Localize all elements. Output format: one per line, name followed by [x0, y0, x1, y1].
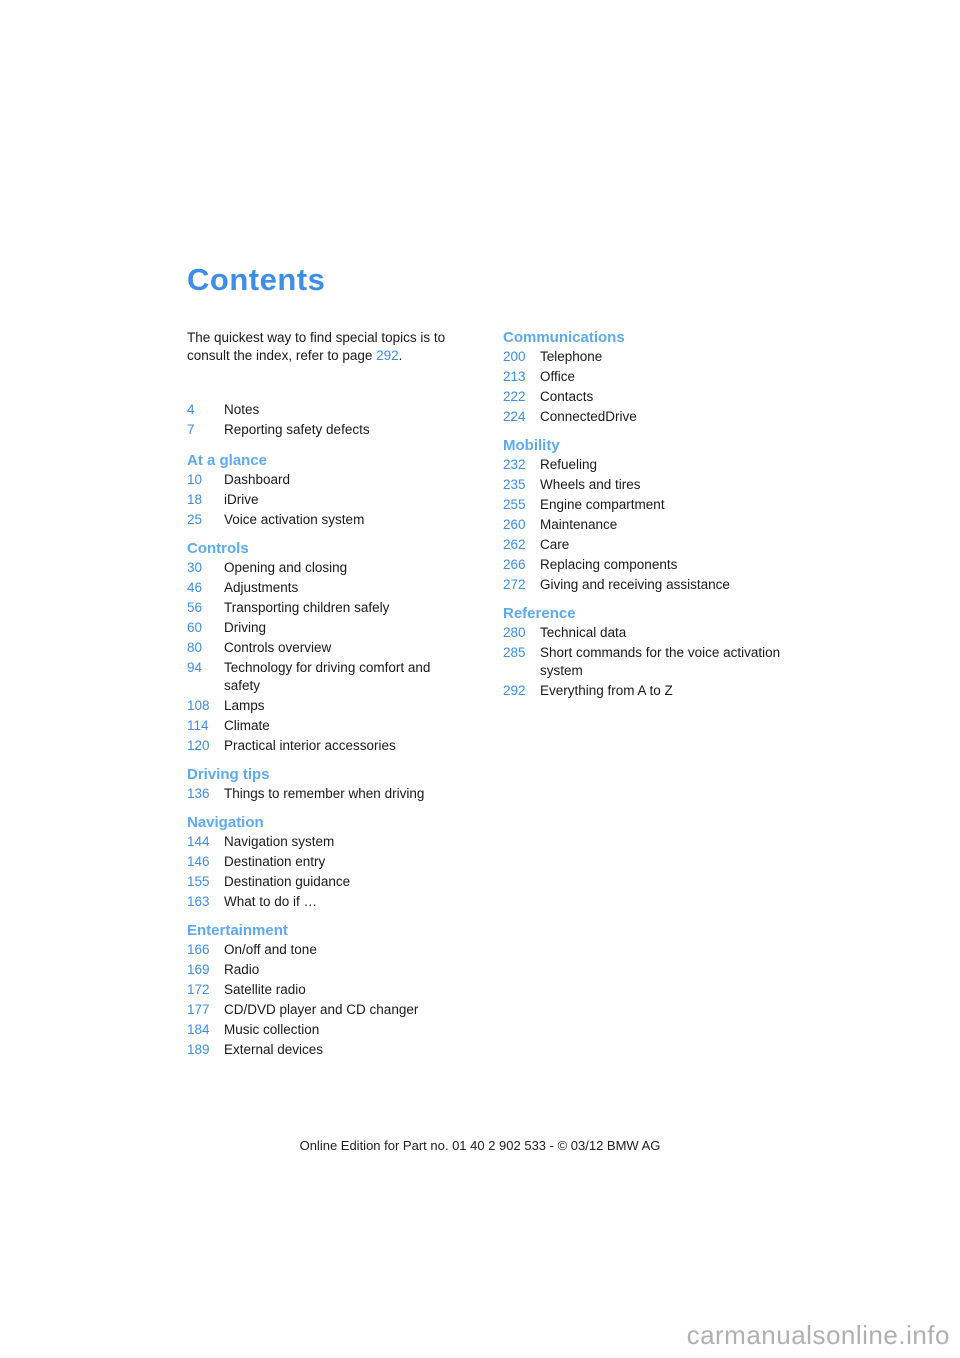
toc-entry[interactable]: [187, 639, 487, 657]
entry-label: Contacts: [540, 389, 594, 404]
entry-label: Notes: [224, 402, 260, 417]
page-number-link[interactable]: 46: [187, 580, 203, 595]
toc-entry[interactable]: [187, 873, 487, 891]
toc-section: [187, 401, 487, 439]
page-number-link[interactable]: 172: [187, 982, 210, 997]
toc-entry[interactable]: [187, 893, 487, 911]
entry-label: Opening and closing: [224, 560, 348, 575]
page-number-link[interactable]: 166: [187, 942, 210, 957]
section-heading[interactable]: At a glance: [187, 452, 268, 469]
entry-label: Things to remember when driving: [224, 786, 425, 801]
entry-label: What to do if …: [224, 894, 318, 909]
toc-section: [503, 436, 803, 594]
page-number-link[interactable]: 235: [503, 477, 526, 492]
page-number-link[interactable]: 213: [503, 369, 526, 384]
page-number-link[interactable]: 60: [187, 620, 203, 635]
toc-entry[interactable]: [187, 1041, 487, 1059]
toc-entry[interactable]: [503, 682, 803, 700]
toc-entry[interactable]: [187, 981, 487, 999]
entry-label: Navigation system: [224, 834, 335, 849]
section-heading[interactable]: Communications: [503, 329, 625, 346]
page-number-link[interactable]: 136: [187, 786, 210, 801]
page-number-link[interactable]: 255: [503, 497, 526, 512]
entry-label: Voice activation system: [224, 512, 365, 527]
entry-label: Technical data: [540, 625, 627, 640]
toc-entry[interactable]: [187, 659, 487, 695]
toc-section: [187, 539, 487, 755]
entry-label: Music collection: [224, 1022, 320, 1037]
page-number-link[interactable]: 10: [187, 472, 203, 487]
entry-label: Office: [540, 369, 576, 384]
page-number-link[interactable]: 272: [503, 577, 526, 592]
toc-entry[interactable]: [187, 559, 487, 577]
toc-entry[interactable]: [187, 471, 487, 489]
entry-label: Driving: [224, 620, 267, 635]
section-heading[interactable]: Navigation: [187, 814, 264, 831]
page-number-link[interactable]: 120: [187, 738, 210, 753]
entry-label: Reporting safety defects: [224, 422, 370, 437]
entry-label: Lamps: [224, 698, 265, 713]
toc-entry[interactable]: [187, 421, 487, 439]
toc-entry[interactable]: [187, 599, 487, 617]
page-number-link[interactable]: 232: [503, 457, 526, 472]
intro-paragraph: [187, 329, 477, 365]
page-number-link[interactable]: 177: [187, 1002, 210, 1017]
toc-entry[interactable]: [503, 408, 803, 426]
entry-label: Refueling: [540, 457, 598, 472]
toc-section: [187, 765, 487, 803]
toc-section: [503, 328, 803, 426]
entry-label: Destination entry: [224, 854, 326, 869]
entry-label: Radio: [224, 962, 260, 977]
entry-label: CD/DVD player and CD changer: [224, 1002, 419, 1017]
section-heading[interactable]: Driving tips: [187, 766, 270, 783]
page-number-link[interactable]: 262: [503, 537, 526, 552]
page-number-link[interactable]: 292: [503, 683, 526, 698]
toc-entry[interactable]: [187, 491, 487, 509]
footer-edition-note: Online Edition for Part no. 01 40 2 902 533 - © 03/12 BMW AG: [299, 1138, 661, 1153]
toc-entry[interactable]: [503, 556, 803, 574]
entry-label: Giving and receiving assistance: [540, 577, 730, 592]
toc-entry[interactable]: [187, 401, 487, 419]
toc-section: [187, 451, 487, 529]
entry-label: Satellite radio: [224, 982, 306, 997]
toc-entry[interactable]: [187, 1021, 487, 1039]
toc-entry[interactable]: [187, 1001, 487, 1019]
index-page-link[interactable]: 292: [376, 348, 399, 363]
page-number-link[interactable]: 280: [503, 625, 526, 640]
page-number-link[interactable]: 4: [187, 402, 195, 417]
page-number-link[interactable]: 80: [187, 640, 203, 655]
entry-label: Short commands for the voice activation system: [540, 645, 781, 678]
toc-entry[interactable]: [503, 388, 803, 406]
page-number-link[interactable]: 30: [187, 560, 203, 575]
page-number-link[interactable]: 144: [187, 834, 210, 849]
toc-entry[interactable]: [503, 576, 803, 594]
toc-entry[interactable]: [187, 833, 487, 851]
toc-entry[interactable]: [503, 456, 803, 474]
toc-entry[interactable]: [187, 853, 487, 871]
entry-label: iDrive: [224, 492, 259, 507]
toc-entry[interactable]: [187, 619, 487, 637]
page-number-link[interactable]: 146: [187, 854, 210, 869]
entry-label: Replacing components: [540, 557, 678, 572]
toc-section: [503, 604, 803, 700]
page-number-link[interactable]: 108: [187, 698, 210, 713]
toc-right-column: [503, 328, 803, 702]
page-number-link[interactable]: 169: [187, 962, 210, 977]
page-number-link[interactable]: 155: [187, 874, 210, 889]
section-heading[interactable]: Controls: [187, 540, 249, 557]
toc-entry[interactable]: [503, 536, 803, 554]
entry-label: Technology for driving comfort and safety: [224, 660, 431, 693]
toc-entry[interactable]: [187, 941, 487, 959]
page-number-link[interactable]: 7: [187, 422, 195, 437]
toc-section: [187, 921, 487, 1059]
toc-section: [187, 813, 487, 911]
entry-label: Climate: [224, 718, 270, 733]
entry-label: Engine compartment: [540, 497, 665, 512]
entry-label: Controls overview: [224, 640, 332, 655]
toc-entry[interactable]: [503, 516, 803, 534]
page-number-link[interactable]: 114: [187, 718, 209, 733]
entry-label: Telephone: [540, 349, 603, 364]
page-number-link[interactable]: 25: [187, 512, 203, 527]
page-number-link[interactable]: 184: [187, 1022, 210, 1037]
entry-label: On/off and tone: [224, 942, 317, 957]
entry-label: Practical interior accessories: [224, 738, 396, 753]
intro-text: The quickest way to find special topics is to consult the index, refer to page: [187, 330, 446, 363]
page-number-link[interactable]: 260: [503, 517, 526, 532]
page-number-link[interactable]: 224: [503, 409, 526, 424]
intro-suffix: .: [398, 348, 403, 363]
entry-label: Adjustments: [224, 580, 299, 595]
entry-label: External devices: [224, 1042, 324, 1057]
entry-label: Dashboard: [224, 472, 291, 487]
page-number-link[interactable]: 163: [187, 894, 210, 909]
page-number-link[interactable]: 200: [503, 349, 526, 364]
page-number-link[interactable]: 56: [187, 600, 203, 615]
toc-entry[interactable]: [503, 496, 803, 514]
toc-entry[interactable]: [503, 368, 803, 386]
toc-entry[interactable]: [187, 737, 487, 755]
toc-entry[interactable]: [187, 785, 487, 803]
watermark: carmanualsonline.info: [686, 1320, 950, 1350]
page-number-link[interactable]: 285: [503, 645, 526, 660]
entry-label: Maintenance: [540, 517, 618, 532]
toc-entry[interactable]: [187, 961, 487, 979]
toc-entry[interactable]: [503, 348, 803, 366]
entry-label: ConnectedDrive: [540, 409, 637, 424]
page-number-link[interactable]: 18: [187, 492, 203, 507]
toc-left-column: [187, 401, 487, 1061]
toc-entry[interactable]: [503, 644, 803, 680]
entry-label: Destination guidance: [224, 874, 351, 889]
toc-entry[interactable]: [187, 697, 487, 715]
section-heading[interactable]: Entertainment: [187, 922, 288, 939]
page-number-link[interactable]: 222: [503, 389, 526, 404]
section-heading[interactable]: Reference: [503, 605, 576, 622]
toc-entry[interactable]: [187, 511, 487, 529]
page-number-link[interactable]: 94: [187, 660, 203, 675]
entry-label: Transporting children safely: [224, 600, 390, 615]
toc-entry[interactable]: [503, 624, 803, 642]
toc-entry[interactable]: [503, 476, 803, 494]
page-title: Contents: [187, 262, 326, 297]
entry-label: Everything from A to Z: [540, 683, 673, 698]
entry-label: Care: [540, 537, 570, 552]
page-number-link[interactable]: 189: [187, 1042, 210, 1057]
page-number-link[interactable]: 266: [503, 557, 526, 572]
toc-entry[interactable]: [187, 717, 487, 735]
entry-label: Wheels and tires: [540, 477, 641, 492]
section-heading[interactable]: Mobility: [503, 437, 560, 454]
toc-entry[interactable]: [187, 579, 487, 597]
